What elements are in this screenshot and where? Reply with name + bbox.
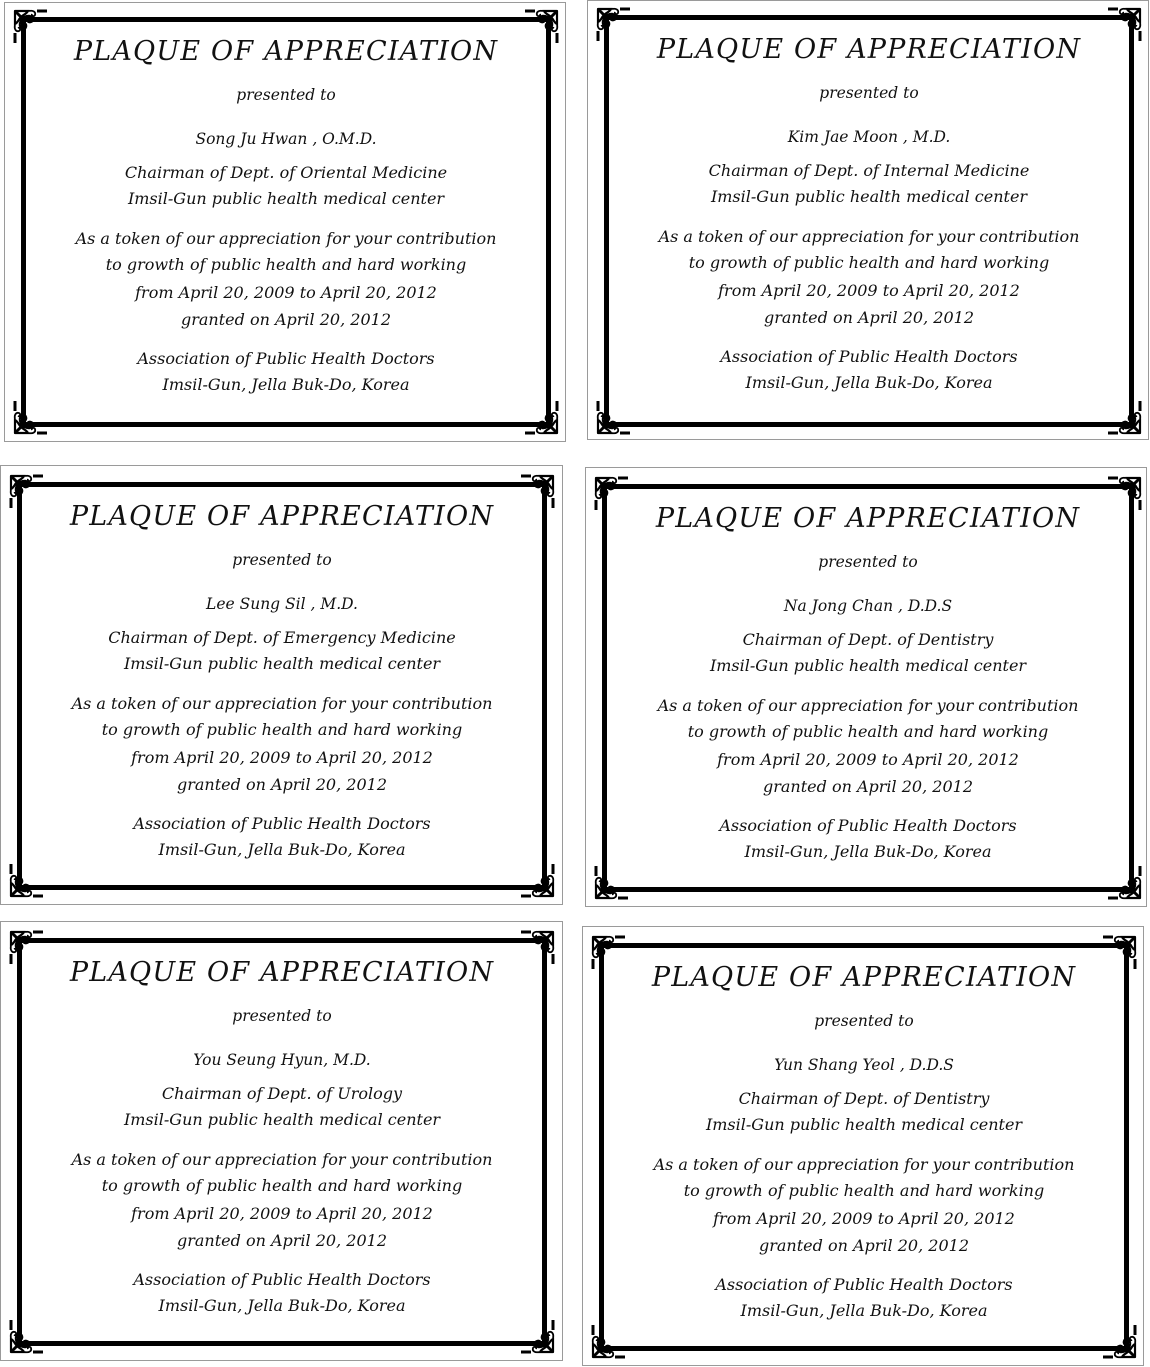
citation-line-2: to growth of public health and hard working	[687, 722, 1049, 741]
plaque-title: PLAQUE OF APPRECIATION	[656, 34, 1082, 65]
citation-line-2: to growth of public health and hard working	[105, 255, 467, 274]
recipient-name: Song Ju Hwan , O.M.D.	[195, 130, 377, 148]
plaque-text	[22, 943, 542, 1341]
granted-date: granted on April 20, 2012	[177, 1231, 387, 1250]
plaque-frame	[604, 15, 1134, 427]
issuer-name: Association of Public Health Doctors	[133, 1270, 431, 1289]
recipient-name: Na Jong Chan , D.D.S	[783, 597, 953, 615]
citation-line-1: As a token of our appreciation for your contribution	[653, 1155, 1075, 1174]
plaque-title: PLAQUE OF APPRECIATION	[69, 501, 495, 532]
issuer-name: Association of Public Health Doctors	[715, 1275, 1013, 1294]
citation-line-2: to growth of public health and hard working	[101, 1176, 463, 1195]
issuer-location: Imsil-Gun, Jella Buk-Do, Korea	[744, 842, 992, 861]
plaque-title: PLAQUE OF APPRECIATION	[651, 962, 1077, 993]
recipient-center: Imsil-Gun public health medical center	[705, 1115, 1023, 1134]
plaque-frame	[21, 17, 551, 427]
plaque-card-2	[587, 0, 1149, 440]
recipient-center: Imsil-Gun public health medical center	[710, 187, 1028, 206]
issuer-name: Association of Public Health Doctors	[133, 814, 431, 833]
issuer-name: Association of Public Health Doctors	[137, 349, 435, 368]
plaque-card-4	[585, 467, 1147, 907]
recipient-dept: Chairman of Dept. of Urology	[161, 1084, 403, 1103]
presented-to: presented to	[814, 1012, 914, 1030]
citation-period: from April 20, 2009 to April 20, 2012	[131, 1204, 433, 1223]
issuer-location: Imsil-Gun, Jella Buk-Do, Korea	[745, 373, 993, 392]
plaque-card-5	[0, 921, 563, 1361]
plaque-text	[26, 22, 546, 422]
plaque-card-6	[582, 926, 1144, 1366]
issuer-location: Imsil-Gun, Jella Buk-Do, Korea	[740, 1301, 988, 1320]
granted-date: granted on April 20, 2012	[759, 1236, 969, 1255]
presented-to: presented to	[236, 86, 336, 104]
citation-period: from April 20, 2009 to April 20, 2012	[131, 748, 433, 767]
plaque-text	[604, 948, 1124, 1346]
plaque-title: PLAQUE OF APPRECIATION	[69, 957, 495, 988]
citation-line-1: As a token of our appreciation for your contribution	[657, 696, 1079, 715]
plaque-frame	[602, 484, 1134, 892]
citation-line-1: As a token of our appreciation for your contribution	[658, 227, 1080, 246]
issuer-location: Imsil-Gun, Jella Buk-Do, Korea	[158, 840, 406, 859]
plaque-frame	[17, 938, 547, 1346]
citation-line-1: As a token of our appreciation for your contribution	[71, 694, 493, 713]
recipient-center: Imsil-Gun public health medical center	[709, 656, 1027, 675]
recipient-center: Imsil-Gun public health medical center	[123, 1110, 441, 1129]
plaque-title: PLAQUE OF APPRECIATION	[73, 36, 499, 67]
citation-line-2: to growth of public health and hard working	[101, 720, 463, 739]
issuer-name: Association of Public Health Doctors	[719, 816, 1017, 835]
plaque-text	[607, 489, 1129, 887]
issuer-location: Imsil-Gun, Jella Buk-Do, Korea	[158, 1296, 406, 1315]
recipient-name: You Seung Hyun, M.D.	[193, 1051, 371, 1069]
presented-to: presented to	[232, 551, 332, 569]
recipient-dept: Chairman of Dept. of Internal Medicine	[708, 161, 1030, 180]
recipient-center: Imsil-Gun public health medical center	[127, 189, 445, 208]
plaque-card-3	[0, 465, 563, 905]
granted-date: granted on April 20, 2012	[177, 775, 387, 794]
issuer-name: Association of Public Health Doctors	[720, 347, 1018, 366]
recipient-dept: Chairman of Dept. of Dentistry	[738, 1089, 990, 1108]
recipient-dept: Chairman of Dept. of Dentistry	[742, 630, 994, 649]
presented-to: presented to	[232, 1007, 332, 1025]
recipient-center: Imsil-Gun public health medical center	[123, 654, 441, 673]
granted-date: granted on April 20, 2012	[763, 777, 973, 796]
plaque-frame	[599, 943, 1129, 1351]
citation-line-1: As a token of our appreciation for your contribution	[71, 1150, 493, 1169]
recipient-name: Kim Jae Moon , M.D.	[787, 128, 951, 146]
citation-period: from April 20, 2009 to April 20, 2012	[717, 750, 1019, 769]
plaque-text	[22, 487, 542, 885]
citation-line-2: to growth of public health and hard working	[688, 253, 1050, 272]
plaque-text	[609, 20, 1129, 422]
recipient-name: Yun Shang Yeol , D.D.S	[774, 1056, 954, 1074]
presented-to: presented to	[819, 84, 919, 102]
citation-period: from April 20, 2009 to April 20, 2012	[135, 283, 437, 302]
presented-to: presented to	[818, 553, 918, 571]
granted-date: granted on April 20, 2012	[181, 310, 391, 329]
citation-line-2: to growth of public health and hard working	[683, 1181, 1045, 1200]
citation-period: from April 20, 2009 to April 20, 2012	[713, 1209, 1015, 1228]
citation-line-1: As a token of our appreciation for your contribution	[75, 229, 497, 248]
plaque-frame	[17, 482, 547, 890]
recipient-dept: Chairman of Dept. of Oriental Medicine	[124, 163, 448, 182]
citation-period: from April 20, 2009 to April 20, 2012	[718, 281, 1020, 300]
plaque-card-1	[4, 2, 566, 442]
recipient-dept: Chairman of Dept. of Emergency Medicine	[108, 628, 456, 647]
issuer-location: Imsil-Gun, Jella Buk-Do, Korea	[162, 375, 410, 394]
recipient-name: Lee Sung Sil , M.D.	[206, 595, 358, 613]
granted-date: granted on April 20, 2012	[764, 308, 974, 327]
plaque-title: PLAQUE OF APPRECIATION	[655, 503, 1081, 534]
